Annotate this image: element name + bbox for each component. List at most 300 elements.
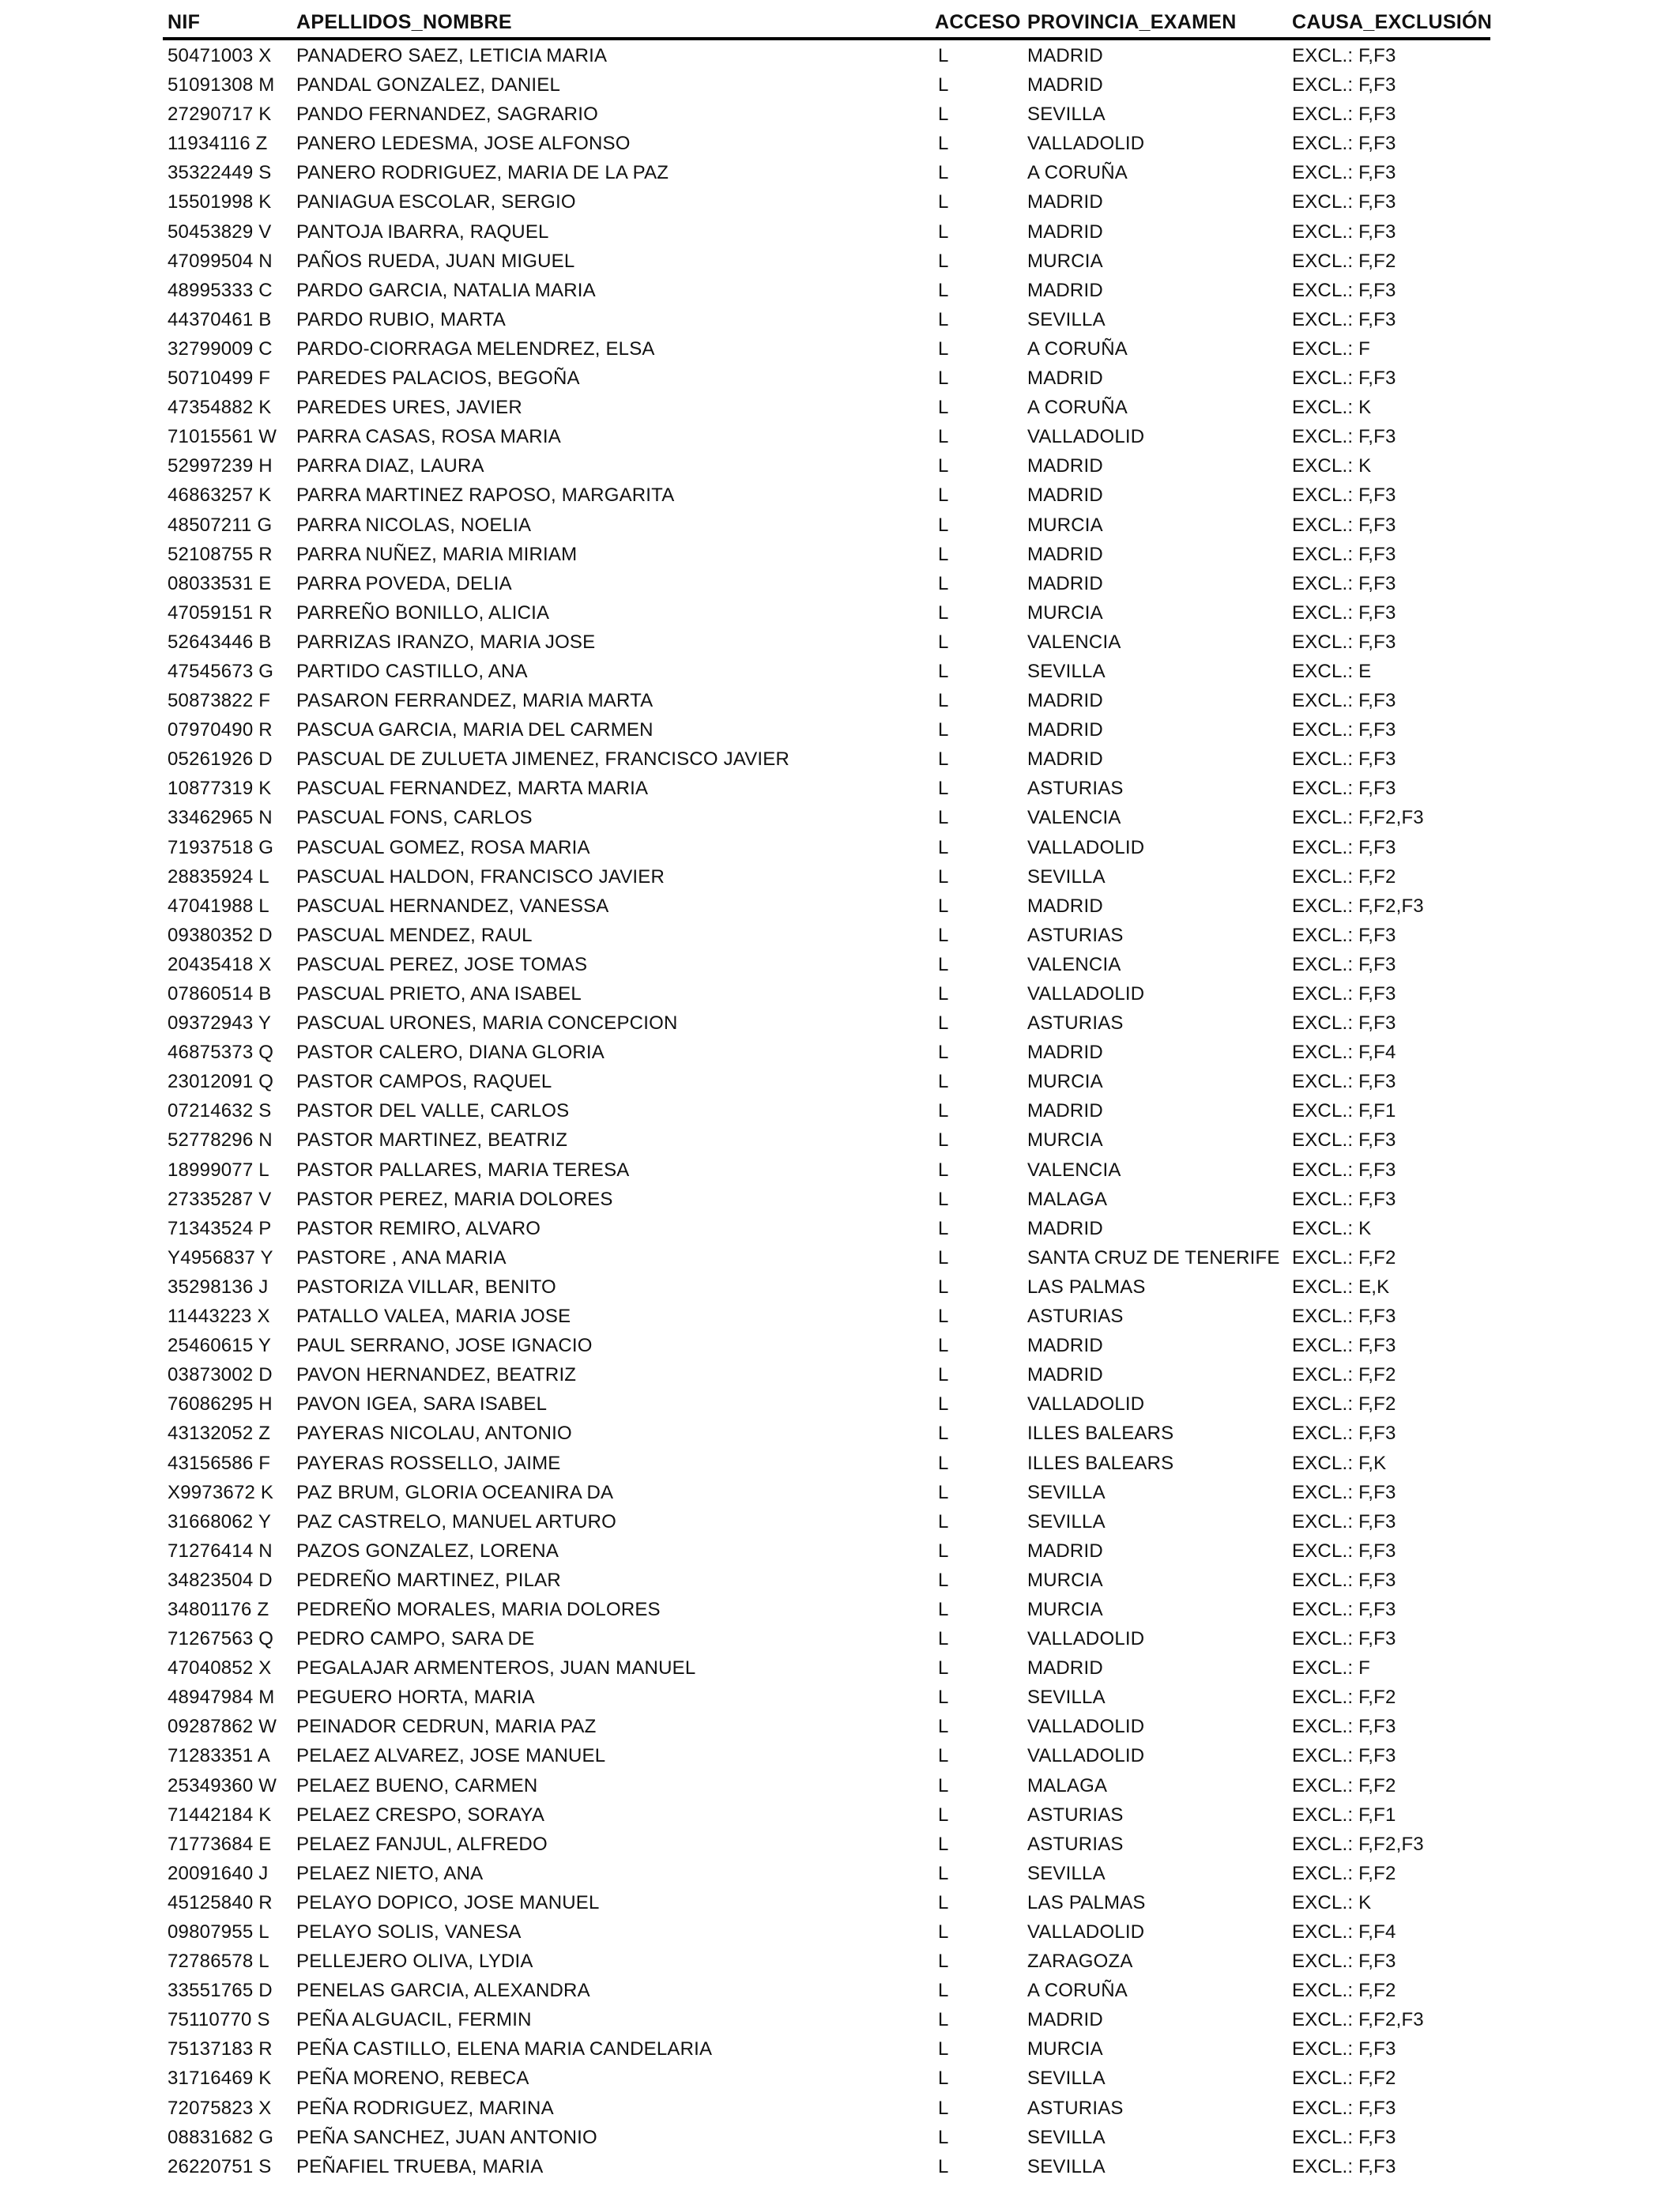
cell-acceso: L [938, 953, 949, 975]
cell-name: PARRA NICOLAS, NOELIA [296, 514, 532, 536]
cell-provincia: SANTA CRUZ DE TENERIFE [1027, 1246, 1280, 1269]
cell-provincia: ASTURIAS [1027, 1012, 1124, 1035]
cell-provincia: MADRID [1027, 1335, 1103, 1357]
cell-causa: EXCL.: F,F2 [1292, 1364, 1396, 1386]
cell-provincia: MADRID [1027, 690, 1103, 712]
table-body [0, 43, 1680, 2183]
cell-causa: EXCL.: F,F3 [1292, 953, 1396, 975]
cell-provincia: SEVILLA [1027, 2126, 1106, 2148]
table-row [0, 394, 1680, 424]
cell-nif: 18999077 L [168, 1159, 269, 1181]
cell-nif: X9973672 K [168, 1481, 274, 1503]
cell-acceso: L [938, 690, 949, 712]
table-row [0, 1010, 1680, 1039]
table-row [0, 775, 1680, 805]
cell-acceso: L [938, 1657, 949, 1679]
cell-nif: 47545673 G [168, 660, 274, 682]
cell-provincia: MURCIA [1027, 1598, 1103, 1620]
table-row [0, 1127, 1680, 1156]
cell-name: PAYERAS NICOLAU, ANTONIO [296, 1423, 572, 1445]
cell-causa: EXCL.: F,F2 [1292, 1774, 1396, 1796]
cell-nif: 71015561 W [168, 426, 277, 448]
cell-causa: EXCL.: F,F3 [1292, 924, 1396, 946]
cell-name: PAÑOS RUEDA, JUAN MIGUEL [296, 250, 575, 272]
table-row [0, 1245, 1680, 1274]
cell-acceso: L [938, 778, 949, 800]
cell-nif: 15501998 K [168, 191, 272, 213]
cell-name: PASCUAL PRIETO, ANA ISABEL [296, 983, 582, 1005]
cell-acceso: L [938, 631, 949, 653]
cell-causa: EXCL.: F,F3 [1292, 543, 1396, 565]
cell-causa: EXCL.: F,F1 [1292, 1804, 1396, 1826]
cell-acceso: L [938, 104, 949, 126]
cell-nif: 09807955 L [168, 1921, 269, 1943]
cell-name: PEINADOR CEDRUN, MARIA PAZ [296, 1716, 597, 1738]
cell-causa: EXCL.: F,F2 [1292, 1862, 1396, 1884]
cell-provincia: MURCIA [1027, 601, 1103, 624]
cell-acceso: L [938, 1042, 949, 1064]
cell-name: PELAEZ BUENO, CARMEN [296, 1774, 538, 1796]
cell-name: PARRA MARTINEZ RAPOSO, MARGARITA [296, 484, 675, 507]
cell-causa: EXCL.: F,F3 [1292, 572, 1396, 594]
cell-name: PEDRO CAMPO, SARA DE [296, 1628, 535, 1650]
cell-name: PEÑAFIEL TRUEBA, MARIA [296, 2155, 544, 2177]
cell-nif: 08033531 E [168, 572, 272, 594]
cell-provincia: MADRID [1027, 572, 1103, 594]
cell-acceso: L [938, 1393, 949, 1416]
cell-causa: EXCL.: F,F2 [1292, 1980, 1396, 2002]
cell-nif: 75110770 S [168, 2009, 270, 2031]
cell-causa: EXCL.: F,F2,F3 [1292, 895, 1424, 917]
cell-acceso: L [938, 1071, 949, 1093]
cell-nif: 50710499 F [168, 368, 271, 390]
cell-causa: EXCL.: F,F3 [1292, 1540, 1396, 1562]
cell-provincia: ASTURIAS [1027, 924, 1124, 946]
cell-acceso: L [938, 1012, 949, 1035]
cell-provincia: ZARAGOZA [1027, 1951, 1133, 1973]
cell-name: PARRA CASAS, ROSA MARIA [296, 426, 561, 448]
table-row [0, 2036, 1680, 2065]
cell-acceso: L [938, 1129, 949, 1152]
cell-name: PASCUAL HALDON, FRANCISCO JAVIER [296, 865, 665, 888]
cell-causa: EXCL.: F,F3 [1292, 133, 1396, 155]
cell-acceso: L [938, 1276, 949, 1298]
table-row [0, 1655, 1680, 1684]
cell-nif: 46875373 Q [168, 1042, 274, 1064]
column-header-provincia: PROVINCIA_EXAMEN [1027, 11, 1237, 33]
table-row [0, 1303, 1680, 1333]
table-row [0, 248, 1680, 277]
cell-causa: EXCL.: F,F3 [1292, 426, 1396, 448]
cell-name: PARRA DIAZ, LAURA [296, 455, 484, 477]
cell-causa: EXCL.: F,F1 [1292, 1100, 1396, 1122]
table-row [0, 746, 1680, 775]
cell-causa: EXCL.: F,F3 [1292, 514, 1396, 536]
cell-acceso: L [938, 514, 949, 536]
cell-causa: EXCL.: F,F3 [1292, 1569, 1396, 1591]
cell-name: PASTORIZA VILLAR, BENITO [296, 1276, 556, 1298]
cell-nif: 34801176 Z [168, 1598, 269, 1620]
cell-name: PASTOR DEL VALLE, CARLOS [296, 1100, 570, 1122]
cell-nif: 52778296 N [168, 1129, 273, 1152]
cell-nif: 09380352 D [168, 924, 273, 946]
cell-acceso: L [938, 1687, 949, 1709]
cell-nif: 71343524 P [168, 1217, 272, 1239]
cell-provincia: MADRID [1027, 74, 1103, 96]
cell-causa: EXCL.: F,F3 [1292, 748, 1396, 771]
cell-acceso: L [938, 2038, 949, 2060]
table-row [0, 2154, 1680, 2183]
cell-causa: EXCL.: F,F2 [1292, 250, 1396, 272]
cell-provincia: VALENCIA [1027, 807, 1121, 829]
table-row [0, 130, 1680, 160]
table-row [0, 571, 1680, 600]
cell-causa: EXCL.: E,K [1292, 1276, 1390, 1298]
cell-name: PANDO FERNANDEZ, SAGRARIO [296, 104, 598, 126]
cell-provincia: MADRID [1027, 1657, 1103, 1679]
cell-acceso: L [938, 660, 949, 682]
cell-nif: 72075823 X [168, 2097, 272, 2119]
cell-name: PASCUAL FERNANDEZ, MARTA MARIA [296, 778, 649, 800]
cell-name: PAVON IGEA, SARA ISABEL [296, 1393, 548, 1416]
cell-acceso: L [938, 865, 949, 888]
cell-causa: EXCL.: F [1292, 1657, 1370, 1679]
cell-name: PASTOR PEREZ, MARIA DOLORES [296, 1188, 613, 1210]
cell-acceso: L [938, 426, 949, 448]
cell-nif: 72786578 L [168, 1951, 269, 1973]
table-row [0, 922, 1680, 952]
table-row [0, 1713, 1680, 1743]
cell-causa: EXCL.: K [1292, 455, 1372, 477]
cell-name: PASTORE , ANA MARIA [296, 1246, 507, 1269]
cell-nif: 50453829 V [168, 221, 272, 243]
cell-provincia: SEVILLA [1027, 1862, 1106, 1884]
table-row [0, 541, 1680, 571]
cell-provincia: SEVILLA [1027, 865, 1106, 888]
table-row [0, 1216, 1680, 1245]
cell-provincia: ASTURIAS [1027, 778, 1124, 800]
cell-acceso: L [938, 1804, 949, 1826]
cell-provincia: ASTURIAS [1027, 1306, 1124, 1328]
cell-causa: EXCL.: F,F3 [1292, 368, 1396, 390]
cell-acceso: L [938, 1100, 949, 1122]
cell-name: PAVON HERNANDEZ, BEATRIZ [296, 1364, 577, 1386]
table-row [0, 1362, 1680, 1391]
cell-nif: 71276414 N [168, 1540, 273, 1562]
cell-nif: 20435418 X [168, 953, 272, 975]
table-row [0, 219, 1680, 248]
cell-nif: 47099504 N [168, 250, 273, 272]
cell-causa: EXCL.: K [1292, 1217, 1372, 1239]
cell-nif: 05261926 D [168, 748, 273, 771]
cell-provincia: ASTURIAS [1027, 1804, 1124, 1826]
cell-causa: EXCL.: F,F3 [1292, 631, 1396, 653]
cell-acceso: L [938, 455, 949, 477]
cell-name: PANERO RODRIGUEZ, MARIA DE LA PAZ [296, 162, 669, 184]
cell-acceso: L [938, 748, 949, 771]
cell-name: PAREDES URES, JAVIER [296, 397, 522, 419]
cell-nif: 44370461 B [168, 308, 272, 330]
cell-acceso: L [938, 397, 949, 419]
cell-causa: EXCL.: F,K [1292, 1452, 1387, 1474]
cell-causa: EXCL.: F,F3 [1292, 1306, 1396, 1328]
cell-acceso: L [938, 572, 949, 594]
cell-provincia: MADRID [1027, 1540, 1103, 1562]
table-row [0, 453, 1680, 482]
cell-provincia: VALENCIA [1027, 1159, 1121, 1181]
cell-name: PASCUAL FONS, CARLOS [296, 807, 533, 829]
table-row [0, 629, 1680, 658]
table-row [0, 1420, 1680, 1449]
table-row [0, 365, 1680, 394]
cell-name: PARDO GARCIA, NATALIA MARIA [296, 279, 596, 301]
table-row [0, 160, 1680, 189]
table-row [0, 805, 1680, 834]
cell-nif: 33462965 N [168, 807, 273, 829]
cell-acceso: L [938, 924, 949, 946]
cell-causa: EXCL.: F,F3 [1292, 1188, 1396, 1210]
cell-name: PELAEZ ALVAREZ, JOSE MANUEL [296, 1745, 606, 1767]
cell-name: PANDAL GONZALEZ, DANIEL [296, 74, 561, 96]
cell-name: PAZOS GONZALEZ, LORENA [296, 1540, 559, 1562]
cell-name: PARRA NUÑEZ, MARIA MIRIAM [296, 543, 578, 565]
cell-acceso: L [938, 1716, 949, 1738]
cell-provincia: MURCIA [1027, 2038, 1103, 2060]
cell-name: PEGUERO HORTA, MARIA [296, 1687, 535, 1709]
cell-name: PEÑA CASTILLO, ELENA MARIA CANDELARIA [296, 2038, 713, 2060]
table-row [0, 1480, 1680, 1509]
cell-causa: EXCL.: F,F3 [1292, 1481, 1396, 1503]
cell-provincia: MADRID [1027, 2009, 1103, 2031]
cell-acceso: L [938, 983, 949, 1005]
cell-causa: EXCL.: F,F3 [1292, 1423, 1396, 1445]
cell-nif: 50471003 X [168, 45, 272, 66]
cell-acceso: L [938, 221, 949, 243]
cell-name: PANERO LEDESMA, JOSE ALFONSO [296, 133, 631, 155]
cell-causa: EXCL.: F,F3 [1292, 983, 1396, 1005]
cell-causa: EXCL.: F,F3 [1292, 719, 1396, 741]
cell-causa: EXCL.: F,F2 [1292, 865, 1396, 888]
cell-nif: 35298136 J [168, 1276, 269, 1298]
cell-nif: 71937518 G [168, 836, 274, 858]
cell-provincia: MURCIA [1027, 1129, 1103, 1152]
table-row [0, 717, 1680, 746]
cell-name: PEÑA ALGUACIL, FERMIN [296, 2009, 532, 2031]
cell-name: PAZ BRUM, GLORIA OCEANIRA DA [296, 1481, 614, 1503]
cell-acceso: L [938, 1188, 949, 1210]
table-row [0, 981, 1680, 1010]
cell-acceso: L [938, 1510, 949, 1532]
cell-acceso: L [938, 279, 949, 301]
cell-name: PELAYO SOLIS, VANESA [296, 1921, 522, 1943]
table-row [0, 512, 1680, 541]
cell-provincia: MADRID [1027, 895, 1103, 917]
cell-provincia: MURCIA [1027, 250, 1103, 272]
cell-name: PARRIZAS IRANZO, MARIA JOSE [296, 631, 596, 653]
cell-causa: EXCL.: F,F3 [1292, 601, 1396, 624]
cell-provincia: VALLADOLID [1027, 1921, 1145, 1943]
cell-provincia: ILLES BALEARS [1027, 1452, 1174, 1474]
cell-acceso: L [938, 1246, 949, 1269]
cell-name: PANADERO SAEZ, LETICIA MARIA [296, 45, 608, 66]
cell-name: PARREÑO BONILLO, ALICIA [296, 601, 550, 624]
cell-provincia: VALLADOLID [1027, 836, 1145, 858]
table-row [0, 1919, 1680, 1948]
cell-provincia: SEVILLA [1027, 2068, 1106, 2090]
cell-name: PASCUAL HERNANDEZ, VANESSA [296, 895, 609, 917]
cell-provincia: MADRID [1027, 191, 1103, 213]
cell-nif: 32799009 C [168, 337, 273, 360]
table-row [0, 1186, 1680, 1216]
cell-provincia: MADRID [1027, 484, 1103, 507]
table-row [0, 1773, 1680, 1802]
table-row [0, 1596, 1680, 1626]
cell-causa: EXCL.: F,F2,F3 [1292, 2009, 1424, 2031]
table-row [0, 2124, 1680, 2154]
cell-causa: EXCL.: F,F3 [1292, 690, 1396, 712]
cell-provincia: MURCIA [1027, 514, 1103, 536]
table-row [0, 1509, 1680, 1538]
cell-nif: 25349360 W [168, 1774, 277, 1796]
cell-name: PARTIDO CASTILLO, ANA [296, 660, 528, 682]
cell-nif: 50873822 F [168, 690, 271, 712]
cell-name: PASTOR MARTINEZ, BEATRIZ [296, 1129, 568, 1152]
cell-nif: 33551765 D [168, 1980, 273, 2002]
cell-acceso: L [938, 308, 949, 330]
cell-causa: EXCL.: F,F2 [1292, 1687, 1396, 1709]
cell-acceso: L [938, 807, 949, 829]
cell-acceso: L [938, 2009, 949, 2031]
table-header [0, 0, 1680, 41]
cell-acceso: L [938, 1862, 949, 1884]
cell-acceso: L [938, 836, 949, 858]
cell-provincia: SEVILLA [1027, 2155, 1106, 2177]
cell-name: PASCUAL PEREZ, JOSE TOMAS [296, 953, 588, 975]
cell-nif: 71773684 E [168, 1833, 272, 1855]
cell-causa: EXCL.: F,F3 [1292, 2155, 1396, 2177]
table-row [0, 277, 1680, 307]
cell-provincia: MADRID [1027, 748, 1103, 771]
table-row [0, 688, 1680, 717]
cell-provincia: MALAGA [1027, 1188, 1108, 1210]
cell-provincia: VALLADOLID [1027, 1716, 1145, 1738]
cell-nif: 09372943 Y [168, 1012, 272, 1035]
cell-name: PEGALAJAR ARMENTEROS, JUAN MANUEL [296, 1657, 696, 1679]
cell-name: PASTOR PALLARES, MARIA TERESA [296, 1159, 630, 1181]
cell-causa: EXCL.: F,F3 [1292, 1628, 1396, 1650]
cell-nif: 46863257 K [168, 484, 272, 507]
cell-acceso: L [938, 484, 949, 507]
cell-provincia: ASTURIAS [1027, 2097, 1124, 2119]
cell-name: PELLEJERO OLIVA, LYDIA [296, 1951, 533, 1973]
cell-causa: EXCL.: F,F3 [1292, 1129, 1396, 1152]
cell-causa: EXCL.: F,F2 [1292, 1246, 1396, 1269]
cell-causa: EXCL.: F,F3 [1292, 2038, 1396, 2060]
cell-causa: EXCL.: F,F3 [1292, 1598, 1396, 1620]
cell-provincia: VALLADOLID [1027, 1628, 1145, 1650]
cell-causa: EXCL.: E [1292, 660, 1372, 682]
cell-acceso: L [938, 543, 949, 565]
cell-causa: EXCL.: F,F3 [1292, 1951, 1396, 1973]
cell-causa: EXCL.: F,F3 [1292, 1071, 1396, 1093]
cell-name: PASCUAL URONES, MARIA CONCEPCION [296, 1012, 678, 1035]
cell-nif: 48947984 M [168, 1687, 275, 1709]
cell-acceso: L [938, 1569, 949, 1591]
cell-name: PASCUAL MENDEZ, RAUL [296, 924, 533, 946]
cell-causa: EXCL.: F,F3 [1292, 162, 1396, 184]
cell-name: PASTOR REMIRO, ALVARO [296, 1217, 541, 1239]
cell-nif: 45125840 R [168, 1891, 273, 1913]
cell-provincia: VALLADOLID [1027, 1745, 1145, 1767]
cell-name: PAZ CASTRELO, MANUEL ARTURO [296, 1510, 617, 1532]
cell-acceso: L [938, 1745, 949, 1767]
cell-nif: 47059151 R [168, 601, 273, 624]
cell-causa: EXCL.: F,F3 [1292, 104, 1396, 126]
cell-name: PASARON FERRANDEZ, MARIA MARTA [296, 690, 654, 712]
cell-causa: EXCL.: K [1292, 1891, 1372, 1913]
table-row [0, 1039, 1680, 1069]
cell-provincia: MADRID [1027, 1364, 1103, 1386]
cell-provincia: MADRID [1027, 1217, 1103, 1239]
cell-nif: 43132052 Z [168, 1423, 271, 1445]
cell-acceso: L [938, 1980, 949, 2002]
cell-nif: 07214632 S [168, 1100, 272, 1122]
table-row [0, 1333, 1680, 1362]
cell-name: PEÑA SANCHEZ, JUAN ANTONIO [296, 2126, 597, 2148]
cell-name: PELAEZ NIETO, ANA [296, 1862, 484, 1884]
cell-acceso: L [938, 2126, 949, 2148]
cell-causa: EXCL.: F [1292, 337, 1370, 360]
cell-nif: 11934116 Z [168, 133, 268, 155]
cell-causa: EXCL.: F,F3 [1292, 1745, 1396, 1767]
cell-name: PASTOR CAMPOS, RAQUEL [296, 1071, 552, 1093]
cell-provincia: VALLADOLID [1027, 1393, 1145, 1416]
cell-causa: EXCL.: F,F3 [1292, 2126, 1396, 2148]
cell-acceso: L [938, 337, 949, 360]
cell-causa: EXCL.: F,F3 [1292, 778, 1396, 800]
table-row [0, 893, 1680, 922]
cell-provincia: MADRID [1027, 45, 1103, 66]
table-row [0, 1743, 1680, 1772]
cell-acceso: L [938, 74, 949, 96]
table-row [0, 1860, 1680, 1890]
cell-nif: 31716469 K [168, 2068, 272, 2090]
cell-causa: EXCL.: F,F3 [1292, 484, 1396, 507]
cell-acceso: L [938, 1921, 949, 1943]
cell-acceso: L [938, 1481, 949, 1503]
table-row [0, 1684, 1680, 1713]
cell-provincia: MURCIA [1027, 1071, 1103, 1093]
cell-causa: EXCL.: F,F3 [1292, 74, 1396, 96]
cell-acceso: L [938, 1306, 949, 1328]
cell-acceso: L [938, 1628, 949, 1650]
cell-provincia: A CORUÑA [1027, 1980, 1128, 2002]
cell-provincia: MADRID [1027, 543, 1103, 565]
cell-nif: 31668062 Y [168, 1510, 272, 1532]
cell-nif: 25460615 Y [168, 1335, 272, 1357]
table-row [0, 1890, 1680, 1919]
table-row [0, 101, 1680, 130]
cell-provincia: LAS PALMAS [1027, 1891, 1146, 1913]
cell-nif: 03873002 D [168, 1364, 273, 1386]
cell-provincia: ILLES BALEARS [1027, 1423, 1174, 1445]
table-row [0, 1567, 1680, 1596]
cell-nif: 27290717 K [168, 104, 272, 126]
cell-causa: EXCL.: F,F3 [1292, 1510, 1396, 1532]
cell-acceso: L [938, 895, 949, 917]
table-row [0, 2095, 1680, 2124]
cell-name: PASCUA GARCIA, MARIA DEL CARMEN [296, 719, 654, 741]
